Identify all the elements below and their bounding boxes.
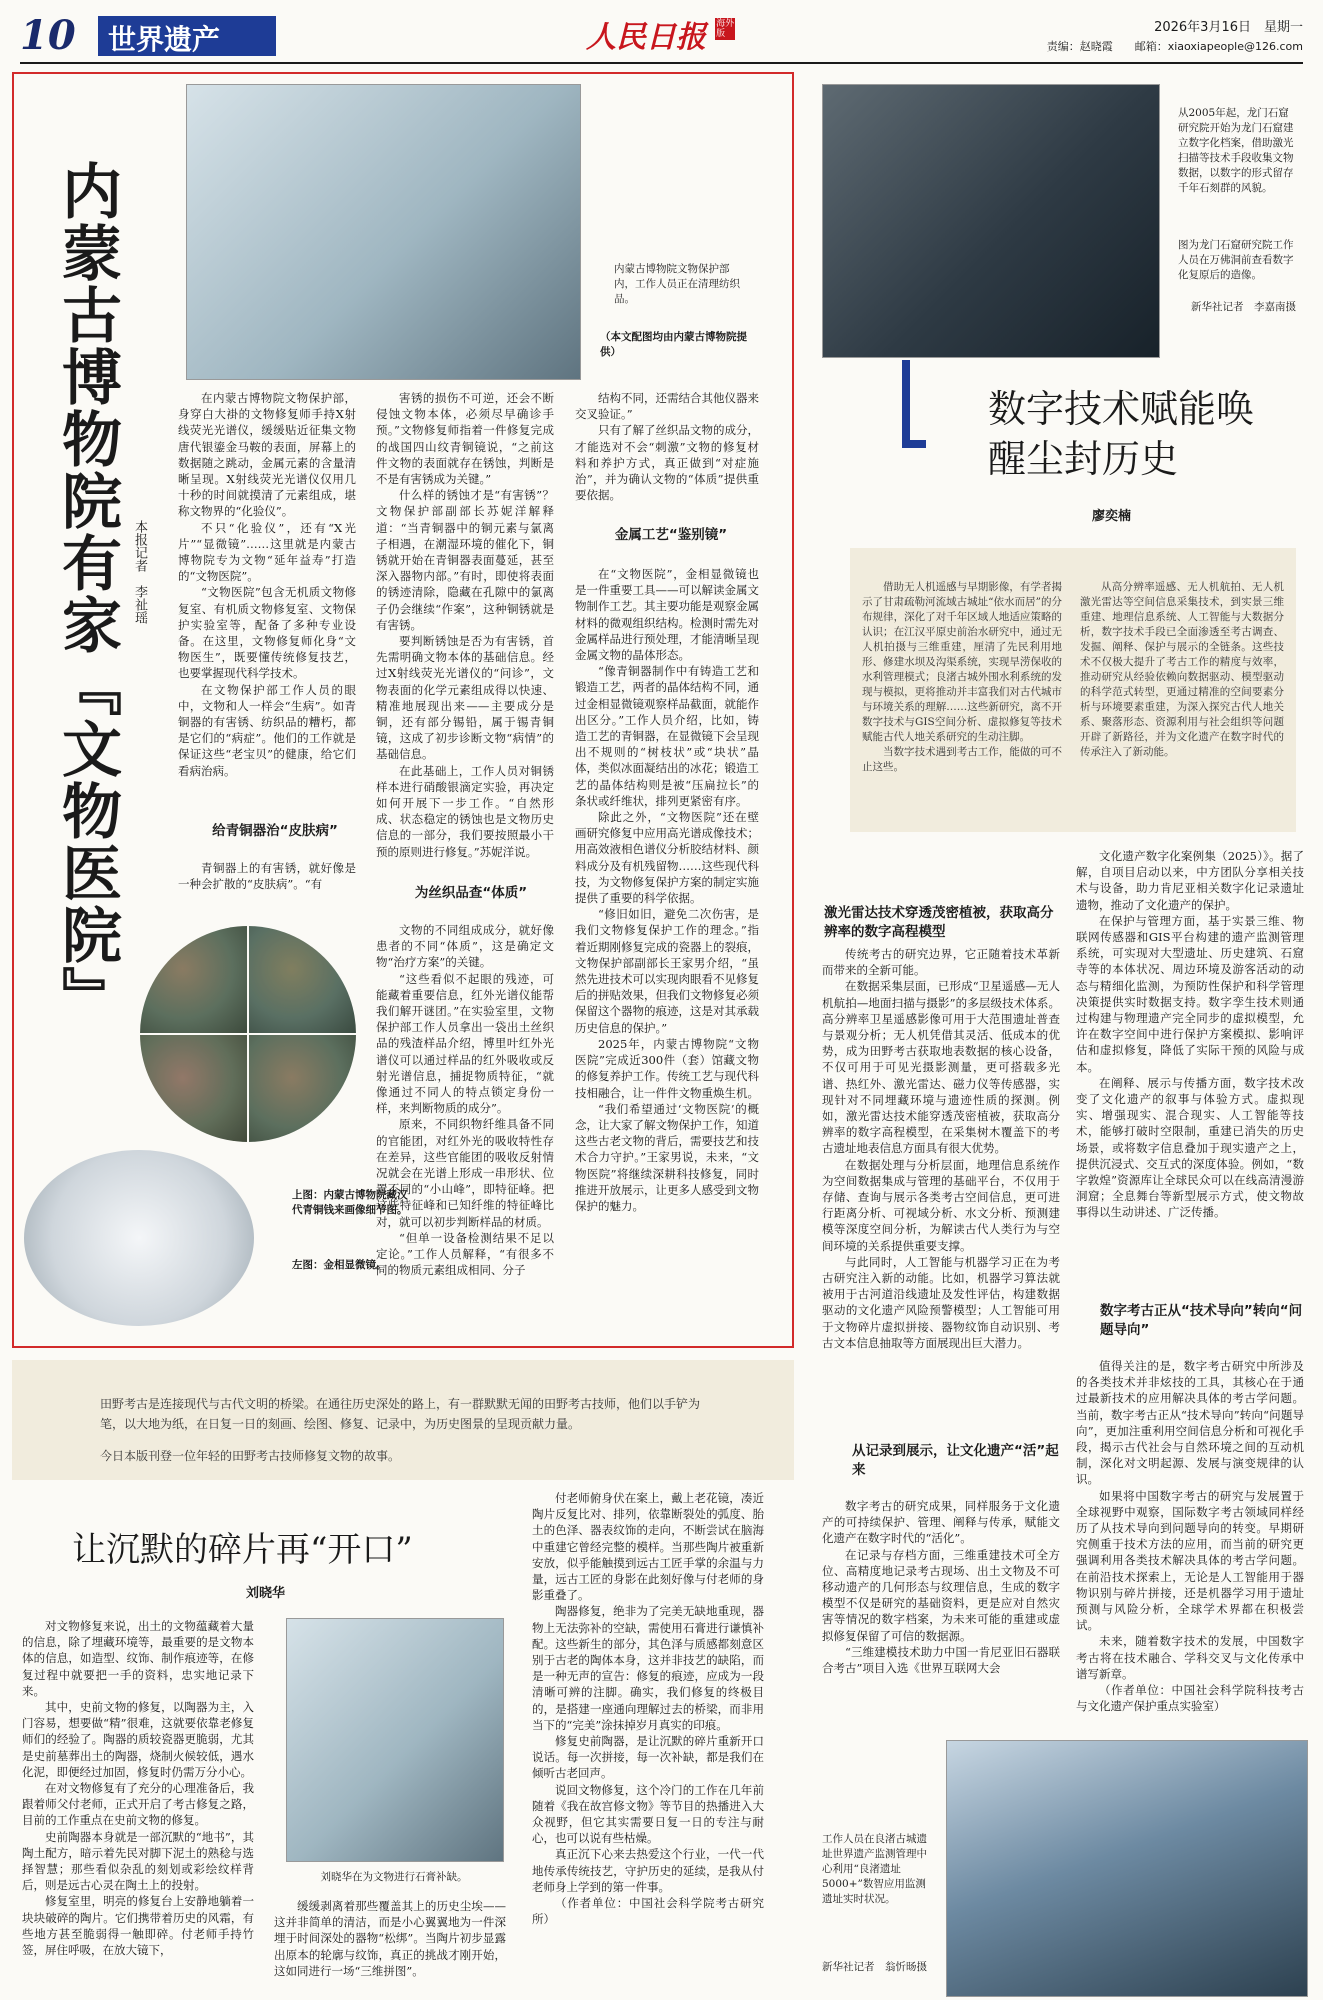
paper-name: 人民日报 (586, 20, 706, 55)
paragraph: 传统考古的研究边界，它正随着技术革新而带来的全新可能。 (822, 947, 1060, 978)
paragraph: 结构不同，还需结合其他仪器来交叉验证。” (575, 391, 759, 422)
story2-colA (822, 946, 1060, 1351)
paragraph: “三维建模技术助力中国一肯尼亚旧石器联合考古”项目入选《世界互联网大会 (822, 1644, 1060, 1676)
story2-colB (1076, 848, 1304, 1221)
story2-box-left (862, 580, 1062, 775)
paragraph: 值得关注的是，数字考古研究中所涉及的各类技术并非炫技的工具，其核心在于通过最新技术的应用解决具体的考古学问题。当前，数字考古正从“技术导向”转向“问题导向”，更加注重利用空间信息分析和可视化手段，揭示古代社会与自然环境之间的互动机制，深化对文明起源、发展与演变规律的认识。 (1076, 1359, 1304, 1487)
paragraph: 未来，随着数字技术的发展，中国数字考古将在技术融合、学科交叉与文化传承中谱写新章。 (1076, 1634, 1304, 1681)
paragraph: 今日本版刊登一位年轻的田野考古技师修复文物的故事。 (100, 1449, 401, 1463)
paragraph: 如果将中国数字考古的研究与发展置于全球视野中观察，国际数字考古领域同样经历了从技术导向到问题导向的转变。早期研究侧重于技术方法的应用，而当前的研究更强调利用各类技术解决具体的考古学问题。在前沿技术探索上，无论是人工智能用于器物识别与碎片拼接，还是机器学习用于遗址预测与风险分析，全球学术界都在积极尝试。 (1076, 1488, 1304, 1633)
story2-colA-after (822, 1498, 1060, 1676)
paragraph: 修复室里，明亮的修复台上安静地躺着一块块破碎的陶片。它们携带着历史的风霜，有些地方甚至脆弱得一触即碎。付老师手持竹签，屏住呼吸，在放大镜下， (22, 1894, 254, 1958)
paragraph: 付老师俯身伏在案上，戴上老花镜，凑近陶片反复比对、排列，依靠断裂处的弧度、胎土的色泽、器表纹饰的走向，不断尝试在脑海中重建它曾经完整的模样。当那些陶片被重新安放，似乎能触摸到远古工匠手掌的余温与力量，远古工匠的身影在此刻好像与付老师的身影重叠了。 (532, 1491, 764, 1603)
paragraph: 在记录与存档方面，三维重建技术可全方位、高精度地记录考古现场、出土文物及不可移动遗产的几何形态与纹理信息，生成的数字模型不仅是研究的基础资料，更是应对自然灾害等情况的数字档案，为未来可能的重建或虚拟修复保留了可信的数据源。 (822, 1547, 1060, 1643)
paragraph: 在文物保护部工作人员的眼中，文物和人一样会“生病”。如青铜器的有害锈、纺织品的糟朽，都是它们的“病症”。他们的工作就是保证这些“老宝贝”的健康，给它们看病治病。 (178, 682, 356, 778)
story2-photo-caption-b: 图为龙门石窟研究院工作人员在万佛洞前查看数字化复原后的造像。 (1178, 239, 1294, 281)
paragraph: 对文物修复来说，出土的文物蕴藏着大量的信息，除了埋藏环境等，最重要的是文物本体的信息，如造型、纹饰、制作痕迹等，在修复过程中就要把一手的资料，忠实地记录下来。 (22, 1619, 254, 1698)
story1-byline: 本报记者 李祉瑶 (132, 520, 147, 624)
paragraph: 从高分辨率遥感、无人机航拍、无人机激光雷达等空间信息采集技术，到实景三维重建、地理信息系统、人工智能与大数据分析，数字技术手段已全面渗透至考古调查、发掘、阐释、保护与展示的全链条。这些技术不仅极大提升了考古工作的精度与效率，推动研究从经验依赖向数据驱动、模型驱动的科学范式转型，更通过精准的空间要素分析与环境要素重建，为深入探究古代人地关系、聚落形态、资源利用与社会组织等问题开辟了新路径，并为文化遗产在数字时代的传承注入了新动能。 (1080, 581, 1284, 758)
masthead (20, 10, 1303, 60)
paragraph: “修旧如旧，避免二次伤害，是我们文物修复保护工作的理念。”指着近期刚修复完成的瓷器上的裂痕，文物保护部副部长王家男介绍，“虽然先进技术可以实现肉眼看不见修复后的拼贴效果，但我们文物修复必须保留这个器物的痕迹，这是对其承载历史信息的保护。” (575, 907, 759, 1035)
paragraph: 在此基础上，工作人员对铜锈样本进行硝酸银滴定实验，再决定如何开展下一步工作。“自然形成、状态稳定的锈蚀也是文物历史信息的一部分，我们要按照最小干预的原则进行修复。”苏妮洋说。 (376, 763, 554, 859)
story3-col1 (22, 1618, 254, 1958)
story2-photo-credit: 新华社记者 李嘉南摄 (1191, 301, 1296, 313)
paragraph: 害锈的损伤不可逆，还会不断侵蚀文物本体，必须尽早确诊手预。”文物修复师指着一件修复完成的战国四山纹青铜镜说，“之前这件文物的表面就存在锈蚀，判断是不是有害锈成为关键。” (376, 391, 554, 487)
story1-photo2-caption: 上图：内蒙古博物院藏汉代青铜钱来画像细节图。 (292, 1189, 408, 1216)
story1-col2-after (376, 922, 554, 1278)
paragraph: 在“文物医院”，金相显微镜也是一件重要工具——可以解读金属文物制作工艺。其主要功能是观察金属材料的微观组织结构。检测时需先对金属样品进行预处理，才能清晰呈现金属文物的晶体形态。 (575, 567, 759, 663)
story2-photo-longmen (822, 84, 1160, 358)
page-number: 10 (20, 12, 76, 59)
story1-title: 内蒙古博物院有家『文物医院』 (52, 160, 122, 1028)
bronze-detail-photo-grid (140, 926, 356, 1142)
paragraph: 在保护与管理方面，基于实景三维、物联网传感器和GIS平台构建的遗产监测管理系统，可实现对大型遗址、历史建筑、石窟寺等的本体状况、周边环境及游客活动的动态与精细化监测，为预防性保护和科学管理决策提供实时数据支持。数字孪生技术则通过构建与物理遗产完全同步的虚拟模型，允许在数字空间中进行保护方案模拟、影响评估和虚拟修复，降低了实际干预的风险与成本。 (1076, 913, 1304, 1074)
edition-badge: 海外版 (716, 19, 735, 39)
paragraph: 说回文物修复，这个冷门的工作在几年前随着《我在故宫修文物》等节目的热播进入大众视野，但它其实需要日复一日的专注与耐心，也可以说有些枯燥。 (532, 1782, 764, 1846)
paragraph: 在数据处理与分析层面，地理信息系统作为空间数据集成与管理的基础平台，不仅用于存储、查询与展示各类考古空间信息，更可进行距离分析、可视域分析、水文分析、预测建模等深度空间分析，为解读古代人类行为与空间环境的关系提供重要支撑。 (822, 1157, 1060, 1253)
story1-col3 (575, 390, 759, 503)
paragraph: “像青铜器制作中有铸造工艺和锻造工艺，两者的晶体结构不同，通过金相显微镜观察样品截面，就能作出区分。”工作人员介绍，比如，铸造工艺的青铜器，在显微镜下会呈现出不规则的“树枝状”或“块状”晶体，类似冰面凝结出的冰花；锻造工艺的晶体结构则是被“压扁拉长”的条状或纤维状，排列更紧密有序。 (575, 664, 759, 808)
paper-logo (586, 12, 735, 56)
paragraph: “我们希望通过‘文物医院’的概念，让大家了解文物保护工作，知道这些古老文物的背后，需要技艺和技术合力守护。”王家男说，未来，“文物医院”将继续深耕科技修复，同时推进开放展示，让更多人感受到文物保护的魅力。 (575, 1101, 759, 1213)
paragraph: 与此同时，人工智能与机器学习正在为考古研究注入新的动能。比如，机器学习算法就被用于古河道沿线遗址及发性评估，构建数据驱动的文化遗产风险预警模型；人工智能可用于文物碎片虚拟拼接、器物纹饰自动识别、考古文本信息抽取等方面展现出巨大潜力。 (822, 1254, 1060, 1350)
story2-subhead-2: 从记录到展示，让文化遗产“活”起来 (852, 1443, 1059, 1478)
story2-photo-caption: 从2005年起，龙门石窟研究院开始为龙门石窟建立数字化档案，借助激光扫描等技术手段收集文物数据，以数字的形式留存千年石刻群的风貌。 (1178, 107, 1294, 194)
paragraph: 在阐释、展示与传播方面，数字技术改变了文化遗产的叙事与体验方式。虚拟现实、增强现实、混合现实、人工智能等技术，能够打破时空限制，重建已消失的历史场景，或将数字信息叠加于现实遗产之上，提供沉浸式、交互式的深度体验。例如，“数字敦煌”资源库让全球民众可以在线高清漫游洞窟；全息舞台等新型展示方式，使文物故事得以生动讲述、广泛传播。 (1076, 1075, 1304, 1220)
story1-photo-caption: 内蒙古博物院文物保护部内，工作人员正在清理纺织品。 (614, 263, 740, 305)
paragraph: 陶器修复，绝非为了完美无缺地重现，器物上无法弥补的空缺，需使用石膏进行谦慎补配。这些新生的部分，其色泽与质感都刻意区别于古老的陶体本身，这并非技艺的缺陷，而是一种无声的宣告：修复的痕迹，应成为一段清晰可辨的注脚。确实，我们修复的终极目的，是搭建一座通向理解过去的桥梁，而非用当下的“完美”涂抹掉岁月真实的印痕。 (532, 1604, 764, 1732)
story1-col1-after (178, 860, 356, 892)
story1-photo-textile (186, 84, 581, 380)
story2-photo-monitoring (946, 1740, 1308, 1997)
paragraph: 不只“化验仪”，还有“X光片”“显微镜”……这里就是内蒙古博物院专为文物“延年益寿”打造的“文物医院”。 (178, 520, 356, 584)
story1-photo2-caption-b: 左图：金相显微镜。 (292, 1259, 387, 1271)
paragraph: 原来，不同织物纤维具备不同的官能团，对红外光的吸收特性存在差异，这些官能团的吸收反射情况就会在光谱上形成一串形状、位置不同的“小山峰”，即特征峰。把这些特征峰和已知纤维的特征峰比对，就可以初步判断样品的材质。 (376, 1117, 554, 1229)
story1-col2 (376, 390, 554, 860)
story2-subhead-1: 激光雷达技术穿透茂密植被，获取高分辨率的数字高程模型 (824, 905, 1054, 940)
story3-col2 (274, 1898, 506, 1979)
paragraph: 青铜器上的有害锈，就好像是一种会扩散的“皮肤病”。“有 (178, 861, 356, 892)
story3-photo-restoration (286, 1618, 504, 1862)
paragraph: 当数字技术遇到考古工作，能做的可不止这些。 (862, 746, 1062, 773)
story1-photo-credit: （本文配图均由内蒙古博物院提供） (600, 331, 747, 358)
paragraph: 真正沉下心来去热爱这个行业，一代一代地传承传统技艺，守护历史的延续，是我从付老师身上学到的第一件事。 (532, 1847, 764, 1894)
paragraph: （作者单位：中国社会科学院科技考古与文化遗产保护重点实验室） (1076, 1683, 1304, 1714)
story2-photo2-caption: 工作人员在良渚古城遗址世界遗产监测管理中心利用“良渚遗址5000+”数智应用监测遗址实时状况。 (822, 1833, 927, 1905)
story2-box-right (1080, 580, 1284, 760)
paragraph: 在数据采集层面，已形成“卫星遥感—无人机航拍—地面扫描与摄影”的多层级技术体系。高分辨率卫星遥感影像可用于大范围遗址普查与景观分析；无人机凭借其灵活、低成本的优势，成为田野考古获取地表数据的核心设备，不仅可用于可见光摄影测量，更可搭载多光谱、热红外、激光雷达、磁力仪等传感器，实现针对不同埋藏环境与遗迹性质的探测。例如，激光雷达技术能穿透茂密植被，获取高分辨率的数字高程模型，在采集树木覆盖下的考古遗址地表信息方面具有很大优势。 (822, 979, 1060, 1156)
paragraph: 田野考古是连接现代与古代文明的桥梁。在通往历史深处的路上，有一群默默无闻的田野考古技师，他们以手铲为笔，以大地为纸，在日复一日的刻画、绘图、修复、记录中，为历史图景的呈现贡献力量。 (100, 1397, 701, 1431)
paragraph: 修复史前陶器，是让沉默的碎片重新开口说话。每一次拼接，每一次补缺，都是我们在倾听古老回声。 (532, 1734, 764, 1781)
paragraph: 其中，史前文物的修复，以陶器为主，入门容易，想要做“精”很难，这就要依靠老修复师们的经验了。陶器的质较瓷器更脆弱，尤其是史前墓葬出土的陶器，烧制火候较低，遇水化泥，即便经过加固，修复时仍需万分小心。 (22, 1700, 254, 1779)
paragraph: 借助无人机遥感与早期影像，有学者揭示了甘肃疏勒河流域古城址“依水而居”的分布规律，深化了对千年区域人地适应策略的认识；在江汉平原史前治水研究中，通过无人机拍摄与三维重建，厘清了先民利用地形、修建水坝及沟渠系统，实现旱涝保收的水利管理模式；良渚古城外围水利系统的发现与模拟，更将推动并丰富我们对古代城市与环境关系的理解……这些新研究，离不开数字技术与GIS空间分析、虚拟修复等技术赋能古代人地关系研究的生动注脚。 (862, 581, 1062, 743)
story3-col3 (532, 1490, 764, 1927)
paragraph: 史前陶器本身就是一部沉默的“地书”，其陶土配方，暗示着先民对脚下泥土的熟稔与选择智慧；那些看似杂乱的刻划或彩绘纹样背后，则是远古心灵在陶土上的投射。 (22, 1829, 254, 1893)
paragraph: 要判断锈蚀是否为有害锈，首先需明确文物本体的基础信息。经过X射线荧光光谱仪的“问诊”，文物表面的化学元素组成得以快速、精准地展现出来——主要成分是铜，还有部分锡铅，属于锡青铜镜，这成了初步诊断文物“病情”的基础信息。 (376, 634, 554, 762)
paragraph: 在内蒙古博物院文物保护部，身穿白大褂的文物修复师手持X射线荧光光谱仪，缓缓贴近征集文物唐代银鎏金马鞍的表面，屏幕上的数据随之跳动，金属元素的含量清晰呈现。X射线荧光光谱仪仅用几十秒的时间就摸清了元素组成，堪称文物界的“化验仪”。 (178, 391, 356, 519)
story3-byline: 刘晓华 (246, 1586, 286, 1601)
story3-photo-caption: 刘晓华在为文物进行石膏补缺。 (320, 1871, 468, 1883)
story1-col1 (178, 390, 356, 779)
paragraph: 缓缓剥离着那些覆盖其上的历史尘埃——这并非简单的清洁，而是小心翼翼地为一件深埋于时间深处的器物“松绑”。当陶片初步显露出原本的轮廓与纹饰，真正的挑战才刚开始，这如同进行一场“三维拼图”。 (274, 1899, 506, 1978)
paragraph: 数字考古的研究成果，同样服务于文化遗产的可持续保护、管理、阐释与传承，赋能文化遗产在数字时代的“活化”。 (822, 1499, 1060, 1546)
story1-subhead-2: 为丝织品查“体质” (414, 885, 528, 901)
story2-colB-after (1076, 1358, 1304, 1714)
editor-line: 责编：赵晓霞 邮箱：xiaoxiapeople@126.com (1046, 40, 1303, 53)
story3-title: 让沉默的碎片再“开口” (72, 1530, 413, 1570)
date-line: 2026年3月16日 星期一 (1154, 20, 1303, 35)
section-name: 世界遗产 (108, 23, 221, 56)
story2-photo2-credit: 新华社记者 翁忻旸摄 (822, 1961, 927, 1973)
paragraph: 2025年，内蒙古博物院“文物医院”完成近300件（套）馆藏文物的修复养护工作。传统工艺与现代科技相融合，让一件件文物重焕生机。 (575, 1036, 759, 1100)
story2-title-bracket (902, 360, 926, 448)
paragraph: 只有了解了丝织品文物的成分，才能选对不会“刺激”文物的修复材料和养护方式，真正做到“对症施治”，并为确认文物的“体质”提供重要依据。 (575, 423, 759, 503)
story1-subhead-1: 给青铜器治“皮肤病” (212, 823, 338, 839)
masthead-rule (20, 62, 1303, 64)
story3-intro (100, 1382, 720, 1478)
story2-subhead-3: 数字考古正从“技术导向”转向“问题导向” (1100, 1303, 1303, 1338)
story1-col3-after (575, 566, 759, 1214)
story2-title: 数字技术赋能唤醒尘封历史 (988, 387, 1255, 481)
story1-subhead-3: 金属工艺“鉴别镜” (614, 527, 728, 543)
paragraph: （作者单位：中国社会科学院考古研究所） (532, 1896, 764, 1927)
microscope-photo (24, 1150, 254, 1326)
paragraph: 什么样的锈蚀才是“有害锈”？文物保护部副部长苏妮洋解释道：“当青铜器中的铜元素与氯离子相遇，在潮湿环境的催化下，铜锈就开始在青铜器表面蔓延，甚至深入器物内部。”有时，即使将表面的锈迹清除，隐藏在孔隙中的氯离子仍会继续“作案”，这种铜锈就是有害锈。 (376, 488, 554, 632)
section-badge (98, 16, 276, 56)
paragraph: 除此之外，“文物医院”还在壁画研究修复中应用高光谱成像技术；用高效液相色谱仪分析胶结材料、颜料成分及有机残留物……这些现代科技，为文物修复保护方案的制定实施提供了重要的科学依据。 (575, 810, 759, 906)
paragraph: 文物的不同组成成分，就好像患者的不同“体质”，这是确定文物“治疗方案”的关键。 (376, 923, 554, 970)
paragraph: 文化遗产数字化案例集（2025）》。据了解，自项目启动以来，中方团队分享相关技术与设备，助力肯尼亚相关数字化记录遗址遗物，推动了文化遗产的保护。 (1076, 849, 1304, 912)
paragraph: “这些看似不起眼的残迹，可能藏着重要信息，红外光谱仪能帮我们解开谜团。”在实验室里，文物保护部工作人员拿出一袋出土丝织品的残渣样品介绍，博里叶红外光谱仪可以通过样品的红外吸收或反射光谱信息，捕捉物质特征，“就像通过不同人的特点锁定身份一样，来判断物质的成分”。 (376, 971, 554, 1116)
story2-byline: 廖奕楠 (1092, 509, 1132, 524)
paragraph: “文物医院”包含无机质文物修复室、有机质文物修复室、文物保护实验室等，配备了多种专业设备。在这里，文物修复师化身“文物医生”，既要懂传统修复技艺，也要掌握现代科学技术。 (178, 585, 356, 681)
paragraph: “但单一设备检测结果不足以定论。”工作人员解释，“有很多不同的物质元素组成相同、分子 (376, 1230, 554, 1278)
paragraph: 在对文物修复有了充分的心理准备后，我跟着师父付老师，正式开启了考古修复之路，目前的工作重点在史前文物的修复。 (22, 1781, 254, 1828)
